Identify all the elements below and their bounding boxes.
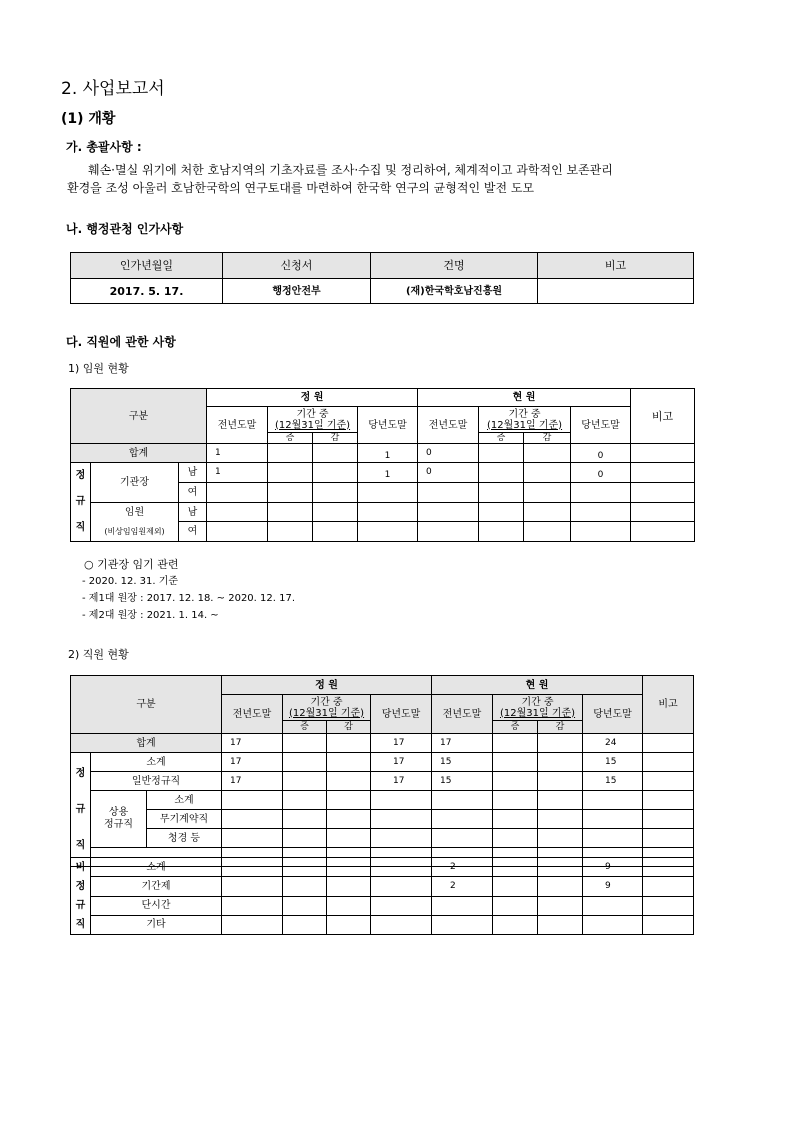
cell (493, 858, 538, 877)
nonregular-vertical-label: 비 정 규 직 (71, 858, 91, 935)
overview-line-1: 훼손·멸실 위기에 처한 호남지역의 기초자료를 조사·수집 및 정리하여, 체계적이고 과학적인 보존관리 (88, 163, 613, 177)
cell (222, 858, 283, 877)
cell: 9 (583, 877, 643, 896)
header-prev-year-end: 전년도말 (222, 695, 283, 734)
overview-line-2: 환경을 조성 아울러 호남한국학의 연구토대를 마련하여 한국학 연구의 균형적인 발전 도모 (67, 181, 535, 195)
term-note-title: ○ 기관장 임기 관련 (84, 558, 179, 571)
male-label: 남 (179, 503, 207, 522)
header-current: 현 원 (432, 676, 643, 695)
header-decrease: 감 (538, 721, 583, 734)
cell: 17 (371, 734, 432, 753)
term-note-line-3: - 제2대 원장 : 2021. 1. 14. ~ (82, 610, 219, 621)
male-label: 남 (179, 463, 207, 483)
row-permanent-subtotal-label: 소계 (147, 791, 222, 810)
cell (222, 877, 283, 896)
officer-status-title: 1) 임원 현황 (68, 362, 129, 375)
term-note-line-1: - 2020. 12. 31. 기준 (82, 576, 179, 587)
overview-heading: 가. 총괄사항 : (66, 140, 142, 154)
authority-heading: 나. 행정관청 인가사항 (66, 222, 184, 236)
cell (327, 877, 371, 896)
cell: 2 (432, 877, 493, 896)
header-category: 구분 (71, 389, 207, 444)
cell (313, 463, 358, 483)
cell (327, 772, 371, 791)
header-period: 기간 중 (12월31일 기준) (283, 695, 371, 721)
approval-date: 2017. 5. 17. (71, 279, 223, 304)
subsection-title: (1) 개황 (61, 111, 116, 127)
row-part-time-label: 단시간 (91, 896, 222, 915)
cell (268, 444, 313, 463)
cell (538, 858, 583, 877)
cell: 0 (418, 463, 479, 483)
cell: 0 (571, 463, 631, 483)
cell (479, 463, 524, 483)
staff-table (70, 675, 694, 867)
header-increase: 증 (479, 433, 524, 444)
cell (371, 858, 432, 877)
female-label: 여 (179, 522, 207, 542)
cell (524, 463, 571, 483)
cell: 0 (418, 444, 479, 463)
female-label: 여 (179, 483, 207, 503)
cell (538, 734, 583, 753)
row-officer-label: 임원 (비상임임원제외) (91, 503, 179, 542)
header-remarks: 비고 (631, 389, 695, 444)
regular-vertical-label: 정 규 직 (71, 463, 91, 542)
cell: 0 (571, 444, 631, 463)
header-decrease: 감 (313, 433, 358, 444)
cell (643, 858, 694, 877)
header-quota: 정 원 (207, 389, 418, 407)
header-subject: 건명 (371, 253, 538, 279)
row-indefinite-contract-label: 무기계약직 (147, 810, 222, 829)
officer-table (70, 388, 695, 542)
regular-vertical-label: 정 규 직 (71, 753, 91, 867)
cell: 15 (432, 753, 493, 772)
cell (493, 734, 538, 753)
cell (631, 463, 695, 483)
cell (631, 444, 695, 463)
header-decrease: 감 (524, 433, 571, 444)
cell: 24 (583, 734, 643, 753)
header-applicant: 신청서 (223, 253, 371, 279)
cell (524, 444, 571, 463)
staff-nonregular-table (70, 857, 694, 935)
cell (643, 877, 694, 896)
cell: 1 (358, 444, 418, 463)
row-other-label: 기타 (91, 915, 222, 934)
approval-table (70, 252, 694, 304)
cell: 17 (371, 772, 432, 791)
row-head-label: 기관장 (91, 463, 179, 503)
cell (479, 444, 524, 463)
header-curr-year-end: 당년도말 (371, 695, 432, 734)
row-permanent-regular-label: 상용 정규직 (91, 791, 147, 848)
cell: 1 (207, 444, 268, 463)
cell: 2 (432, 858, 493, 877)
cell: 17 (222, 753, 283, 772)
cell: 15 (583, 753, 643, 772)
cell: 15 (583, 772, 643, 791)
header-curr-year-end: 당년도말 (571, 407, 631, 444)
cell (327, 858, 371, 877)
staff-heading: 다. 직원에 관한 사항 (66, 335, 176, 349)
cell (538, 877, 583, 896)
header-current: 현 원 (418, 389, 631, 407)
header-approval-date: 인가년월일 (71, 253, 223, 279)
header-prev-year-end: 전년도말 (432, 695, 493, 734)
cell (643, 753, 694, 772)
cell: 9 (583, 858, 643, 877)
cell: 15 (432, 772, 493, 791)
cell: 17 (371, 753, 432, 772)
cell: 17 (222, 734, 283, 753)
header-remarks: 비고 (538, 253, 694, 279)
cell: 1 (358, 463, 418, 483)
row-general-regular-label: 일반정규직 (91, 772, 222, 791)
cell: 17 (432, 734, 493, 753)
section-title: 2. 사업보고서 (61, 79, 165, 99)
header-period: 기간 중 (12월31일 기준) (268, 407, 358, 433)
cell (327, 734, 371, 753)
staff-status-title: 2) 직원 현황 (68, 648, 129, 661)
row-regular-subtotal-label: 소계 (91, 753, 222, 772)
row-total-label: 합계 (71, 734, 222, 753)
cell (493, 772, 538, 791)
header-decrease: 감 (327, 721, 371, 734)
cell (283, 753, 327, 772)
cell: 1 (207, 463, 268, 483)
cell (283, 734, 327, 753)
cell (643, 772, 694, 791)
term-note-line-2: - 제1대 원장 : 2017. 12. 18. ~ 2020. 12. 17. (82, 593, 296, 604)
header-remarks: 비고 (643, 676, 694, 734)
cell (327, 753, 371, 772)
row-total-label: 합계 (71, 444, 207, 463)
header-prev-year-end: 전년도말 (418, 407, 479, 444)
cell: 17 (222, 772, 283, 791)
header-increase: 증 (283, 721, 327, 734)
header-increase: 증 (493, 721, 538, 734)
cell (493, 877, 538, 896)
applicant: 행정안전부 (223, 279, 371, 304)
header-category: 구분 (71, 676, 222, 734)
cell (493, 753, 538, 772)
cell (371, 877, 432, 896)
header-period: 기간 중 (12월31일 기준) (479, 407, 571, 433)
header-quota: 정 원 (222, 676, 432, 695)
cell (538, 772, 583, 791)
cell (283, 877, 327, 896)
cell (268, 463, 313, 483)
row-fixed-term-label: 기간제 (91, 877, 222, 896)
cell (538, 753, 583, 772)
header-period: 기간 중 (12월31일 기준) (493, 695, 583, 721)
cell (643, 734, 694, 753)
header-prev-year-end: 전년도말 (207, 407, 268, 444)
remarks (538, 279, 694, 304)
cell (283, 858, 327, 877)
row-nonregular-subtotal-label: 소계 (91, 858, 222, 877)
header-curr-year-end: 당년도말 (358, 407, 418, 444)
row-guard-label: 청경 등 (147, 829, 222, 848)
header-increase: 증 (268, 433, 313, 444)
cell (283, 772, 327, 791)
header-curr-year-end: 당년도말 (583, 695, 643, 734)
cell (313, 444, 358, 463)
subject: (재)한국학호남진흥원 (371, 279, 538, 304)
